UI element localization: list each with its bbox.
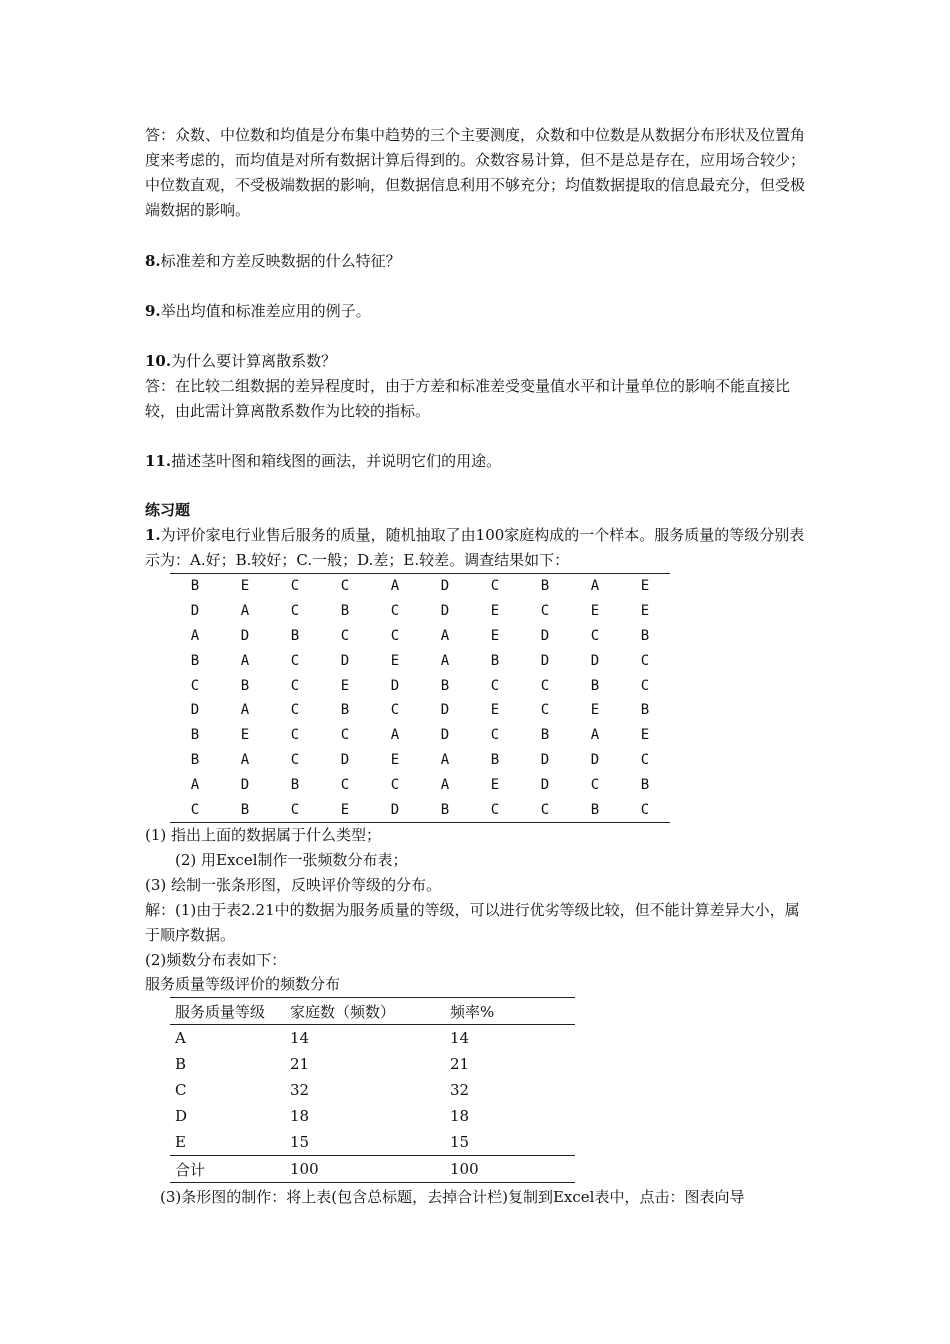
grade-cell: E <box>320 797 370 822</box>
table-row <box>170 723 670 748</box>
question-number: 8. <box>145 252 161 270</box>
table-cell: D <box>175 1107 188 1125</box>
table-row <box>170 1129 575 1156</box>
table-row <box>170 1103 575 1129</box>
answer-q7: 答：众数、中位数和均值是分布集中趋势的三个主要测度，众数和中位数是从数据分布形状及位置角度来考虑的，而均值是对所有数据计算后得到的。众数容易计算，但不是总是存在，应用场合较少；中位数直观，不受极端数据的影响，但数据信息利用不够充分；均值数据提取的信息最充分，但受极端数据的影响。 <box>145 126 806 219</box>
table-header-row <box>170 998 575 1025</box>
exercise-text: 为评价家电行业售后服务的质量，随机抽取了由100家庭构成的一个样本。服务质量的等级分别表示为：A.好；B.较好；C.一般；D.差；E.较差。调查结果如下： <box>145 526 805 569</box>
table-cell: E <box>175 1133 186 1151</box>
grade-cell: D <box>590 652 600 669</box>
grade-cell: B <box>540 727 550 744</box>
column-header: 家庭数（频数） <box>285 998 445 1025</box>
grade-cell: C <box>390 702 400 719</box>
table-cell: 100 <box>445 1156 575 1183</box>
table-row <box>170 797 670 822</box>
table-row <box>170 1077 575 1103</box>
grade-cell: A <box>570 574 620 599</box>
grade-cell: A <box>440 652 450 669</box>
question-text: 为什么要计算离散系数？ <box>171 352 337 370</box>
grade-cell: C <box>390 627 400 644</box>
table-cell: 15 <box>450 1133 470 1151</box>
grade-cell: A <box>440 751 450 768</box>
table-row <box>170 1051 575 1077</box>
subquestion-3: (3) 绘制一张条形图，反映评价等级的分布。 <box>145 876 442 894</box>
grade-cell: C <box>340 627 350 644</box>
grade-cell: D <box>370 797 420 822</box>
grade-cell: C <box>290 677 300 694</box>
question-text: 标准差和方差反映数据的什么特征？ <box>160 252 401 270</box>
grade-cell: B <box>340 702 350 719</box>
table-cell: B <box>175 1055 187 1073</box>
grade-cell: E <box>620 574 670 599</box>
column-header: 服务质量等级 <box>170 998 285 1025</box>
grade-cell: C <box>270 797 320 822</box>
grade-cell: C <box>320 574 370 599</box>
question-9 <box>145 299 810 324</box>
grade-cell: C <box>190 677 200 694</box>
grade-cell: B <box>190 652 200 669</box>
grade-cell: E <box>640 727 650 744</box>
grade-cell: C <box>390 603 400 620</box>
grade-cell: B <box>640 702 650 719</box>
grade-cell: D <box>440 603 450 620</box>
question-number: 9. <box>145 302 161 320</box>
grade-cell: D <box>440 727 450 744</box>
grade-cell: C <box>540 677 550 694</box>
table-cell: 32 <box>290 1081 310 1099</box>
grade-cell: C <box>470 797 520 822</box>
grade-cell: B <box>490 652 500 669</box>
grade-cell: C <box>470 574 520 599</box>
grade-cell: B <box>590 677 600 694</box>
grade-cell: C <box>340 727 350 744</box>
grade-cell: B <box>440 677 450 694</box>
question-number: 10. <box>145 352 172 370</box>
grade-cell: E <box>490 776 500 793</box>
grade-cell: D <box>240 776 250 793</box>
exercise-number: 1. <box>145 526 161 544</box>
table-row <box>170 599 670 624</box>
table-row <box>170 673 670 698</box>
question-number: 11. <box>145 452 172 470</box>
answer-q10: 答：在比较二组数据的差异程度时，由于方差和标准差受变量值水平和计量单位的影响不能直接比较，由此需计算离散系数作为比较的指标。 <box>145 377 791 420</box>
exercise-1 <box>145 523 810 573</box>
table-cell: C <box>175 1081 187 1099</box>
grade-cell: E <box>490 627 500 644</box>
grade-cell: E <box>240 727 250 744</box>
grade-cell: A <box>440 627 450 644</box>
grade-cell: D <box>390 677 400 694</box>
table-cell: 18 <box>290 1107 310 1125</box>
grade-cell: A <box>240 702 250 719</box>
subquestion-2: (2) 用Excel制作一张频数分布表； <box>175 851 408 869</box>
grade-cell: C <box>290 702 300 719</box>
grade-cell: D <box>590 751 600 768</box>
question-text: 描述茎叶图和箱线图的画法，并说明它们的用途。 <box>171 452 502 470</box>
solution-3: (3)条形图的制作：将上表(包含总标题，去掉合计栏)复制到Excel表中，点击：图表向导 <box>160 1188 745 1206</box>
grade-cell: A <box>590 727 600 744</box>
grade-cell: D <box>540 652 550 669</box>
grade-cell: A <box>190 627 200 644</box>
grade-cell: C <box>520 797 570 822</box>
grade-cell: C <box>270 574 320 599</box>
table-cell: 18 <box>450 1107 470 1125</box>
grade-cell: E <box>590 702 600 719</box>
grade-cell: B <box>190 727 200 744</box>
grade-cell: C <box>590 776 600 793</box>
grade-cell: D <box>540 627 550 644</box>
table-row <box>170 748 670 773</box>
table-cell: 21 <box>290 1055 310 1073</box>
grade-cell: D <box>440 702 450 719</box>
grade-cell: A <box>240 751 250 768</box>
table-row <box>170 624 670 649</box>
table-row <box>170 648 670 673</box>
grade-cell: D <box>340 652 350 669</box>
grade-cell: C <box>490 727 500 744</box>
grade-cell: A <box>440 776 450 793</box>
exercise-heading: 练习题 <box>145 501 191 519</box>
grade-cell: D <box>190 702 200 719</box>
grade-cell: C <box>590 627 600 644</box>
grade-cell: C <box>640 751 650 768</box>
table-row <box>170 772 670 797</box>
table-row <box>170 698 670 723</box>
grade-cell: C <box>290 652 300 669</box>
grade-cell: D <box>240 627 250 644</box>
grade-cell: A <box>240 603 250 620</box>
table-cell: A <box>175 1029 186 1047</box>
grade-cell: B <box>240 677 250 694</box>
subquestion-1: (1) 指出上面的数据属于什么类型； <box>145 826 382 844</box>
column-header: 频率% <box>445 998 575 1025</box>
question-10 <box>145 349 810 374</box>
grade-cell: D <box>420 574 470 599</box>
grade-cell: B <box>490 751 500 768</box>
solution-1: 解：(1)由于表2.21中的数据为服务质量的等级，可以进行优劣等级比较，但不能计算差异大小，属于顺序数据。 <box>145 901 800 944</box>
grade-cell: C <box>640 652 650 669</box>
grade-cell: B <box>640 627 650 644</box>
question-11 <box>145 449 810 474</box>
grade-cell: C <box>340 776 350 793</box>
grade-cell: C <box>170 797 220 822</box>
freq-table-caption: 服务质量等级评价的频数分布 <box>145 975 341 993</box>
grade-cell: B <box>640 776 650 793</box>
grade-cell: B <box>170 574 220 599</box>
grade-cell: E <box>590 603 600 620</box>
question-text: 举出均值和标准差应用的例子。 <box>160 302 371 320</box>
grade-cell: A <box>190 776 200 793</box>
grade-cell: E <box>390 652 400 669</box>
grade-cell: C <box>290 751 300 768</box>
grade-cell: C <box>620 797 670 822</box>
grade-cell: B <box>420 797 470 822</box>
grade-cell: B <box>290 627 300 644</box>
question-8 <box>145 249 810 274</box>
grade-cell: E <box>220 574 270 599</box>
grade-cell: D <box>540 776 550 793</box>
grade-data-table <box>170 573 670 823</box>
total-row <box>170 1156 575 1183</box>
table-row <box>170 574 670 599</box>
grade-cell: C <box>490 677 500 694</box>
grade-cell: A <box>370 574 420 599</box>
grade-cell: C <box>390 776 400 793</box>
grade-cell: B <box>570 797 620 822</box>
table-cell: 21 <box>450 1055 470 1073</box>
grade-cell: A <box>240 652 250 669</box>
solution-2: (2)频数分布表如下： <box>145 951 287 969</box>
grade-cell: B <box>220 797 270 822</box>
table-cell: 合计 <box>170 1156 285 1183</box>
grade-cell: E <box>490 603 500 620</box>
grade-cell: B <box>520 574 570 599</box>
table-cell: 32 <box>450 1081 470 1099</box>
grade-cell: D <box>190 603 200 620</box>
grade-cell: B <box>340 603 350 620</box>
table-row <box>170 1025 575 1052</box>
table-cell: 14 <box>450 1029 470 1047</box>
grade-cell: C <box>290 603 300 620</box>
grade-cell: D <box>540 751 550 768</box>
table-cell: 100 <box>285 1156 445 1183</box>
grade-cell: E <box>640 603 650 620</box>
grade-cell: C <box>540 702 550 719</box>
table-cell: 14 <box>290 1029 310 1047</box>
grade-cell: A <box>390 727 400 744</box>
grade-cell: C <box>540 603 550 620</box>
frequency-table <box>170 997 575 1183</box>
table-cell: 15 <box>290 1133 310 1151</box>
grade-cell: D <box>340 751 350 768</box>
grade-cell: E <box>340 677 350 694</box>
grade-cell: B <box>290 776 300 793</box>
grade-cell: E <box>390 751 400 768</box>
grade-cell: E <box>490 702 500 719</box>
grade-cell: B <box>190 751 200 768</box>
grade-cell: C <box>640 677 650 694</box>
grade-cell: C <box>290 727 300 744</box>
